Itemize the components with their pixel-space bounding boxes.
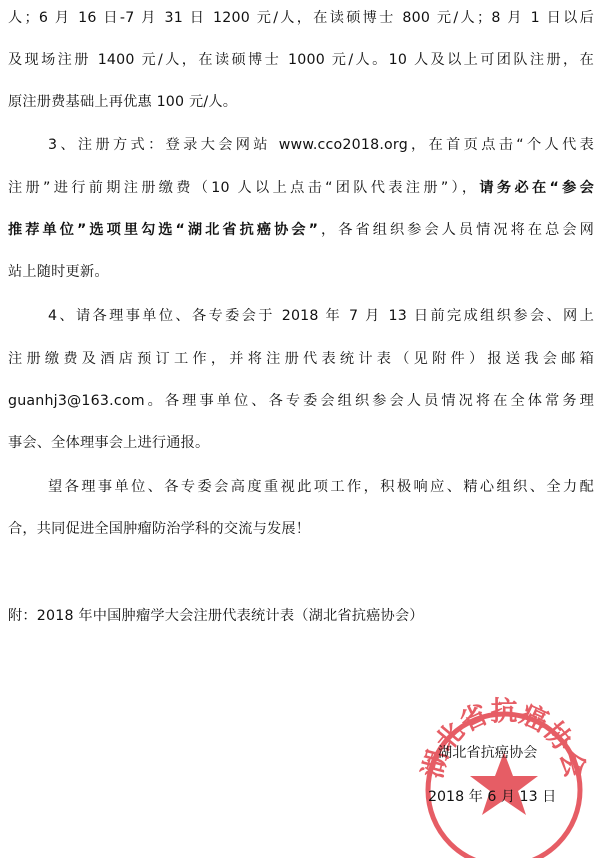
- paragraph-line-6: [8, 220, 594, 240]
- paragraph-line-11: 事会、全体理事会上进行通报。: [8, 435, 210, 451]
- paragraph-line-8: 4、请各理事单位、各专委会于 2018 年 7 月 13 日前完成组织参会、网上: [48, 308, 594, 324]
- attachment-line: 附：2018 年中国肿瘤学大会注册代表统计表（湖北省抗癌协会）: [8, 608, 424, 624]
- paragraph-line-4: 3、注册方式：登录大会网站 www.cco2018.org，在首页点击“个人代表: [48, 137, 594, 153]
- seal-text: 湖北省抗癌协会: [417, 696, 591, 782]
- paragraph-line-12: 望各理事单位、各专委会高度重视此项工作，积极响应、精心组织、全力配: [48, 479, 594, 495]
- paragraph-line-1: 人；6 月 16 日-7 月 31 日 1200 元/人，在读硕博士 800 元/人；8 月 1 日以后: [8, 10, 594, 26]
- paragraph-line-10: guanhj3@163.com。各理事单位、各专委会组织参会人员情况将在全体常务理: [8, 393, 594, 409]
- line-6-bold-text: 推荐单位”选项里勾选“湖北省抗癌协会”: [8, 222, 319, 238]
- paragraph-line-7: 站上随时更新。: [8, 264, 109, 280]
- line-5-normal-text: 注册”进行前期注册缴费（10 人以上点击“团队代表注册”），: [8, 180, 480, 196]
- signature-date: 2018 年 6 月 13 日: [428, 789, 557, 805]
- paragraph-line-9: 注册缴费及酒店预订工作，并将注册代表统计表（见附件）报送我会邮箱: [8, 351, 594, 367]
- paragraph-line-5: [8, 178, 594, 198]
- paragraph-line-2: 及现场注册 1400 元/人，在读硕博士 1000 元/人。10 人及以上可团队注册，在: [8, 52, 594, 68]
- line-5-bold-text: 请务必在“参会: [479, 180, 594, 196]
- official-seal-icon: [414, 694, 592, 858]
- signature-organization: 湖北省抗癌协会: [438, 745, 538, 761]
- line-6-normal-text: ，各省组织参会人员情况将在总会网: [318, 222, 594, 238]
- paragraph-line-3: 原注册费基础上再优惠 100 元/人。: [8, 94, 238, 110]
- paragraph-line-13: 合，共同促进全国肿瘤防治学科的交流与发展！: [8, 521, 311, 537]
